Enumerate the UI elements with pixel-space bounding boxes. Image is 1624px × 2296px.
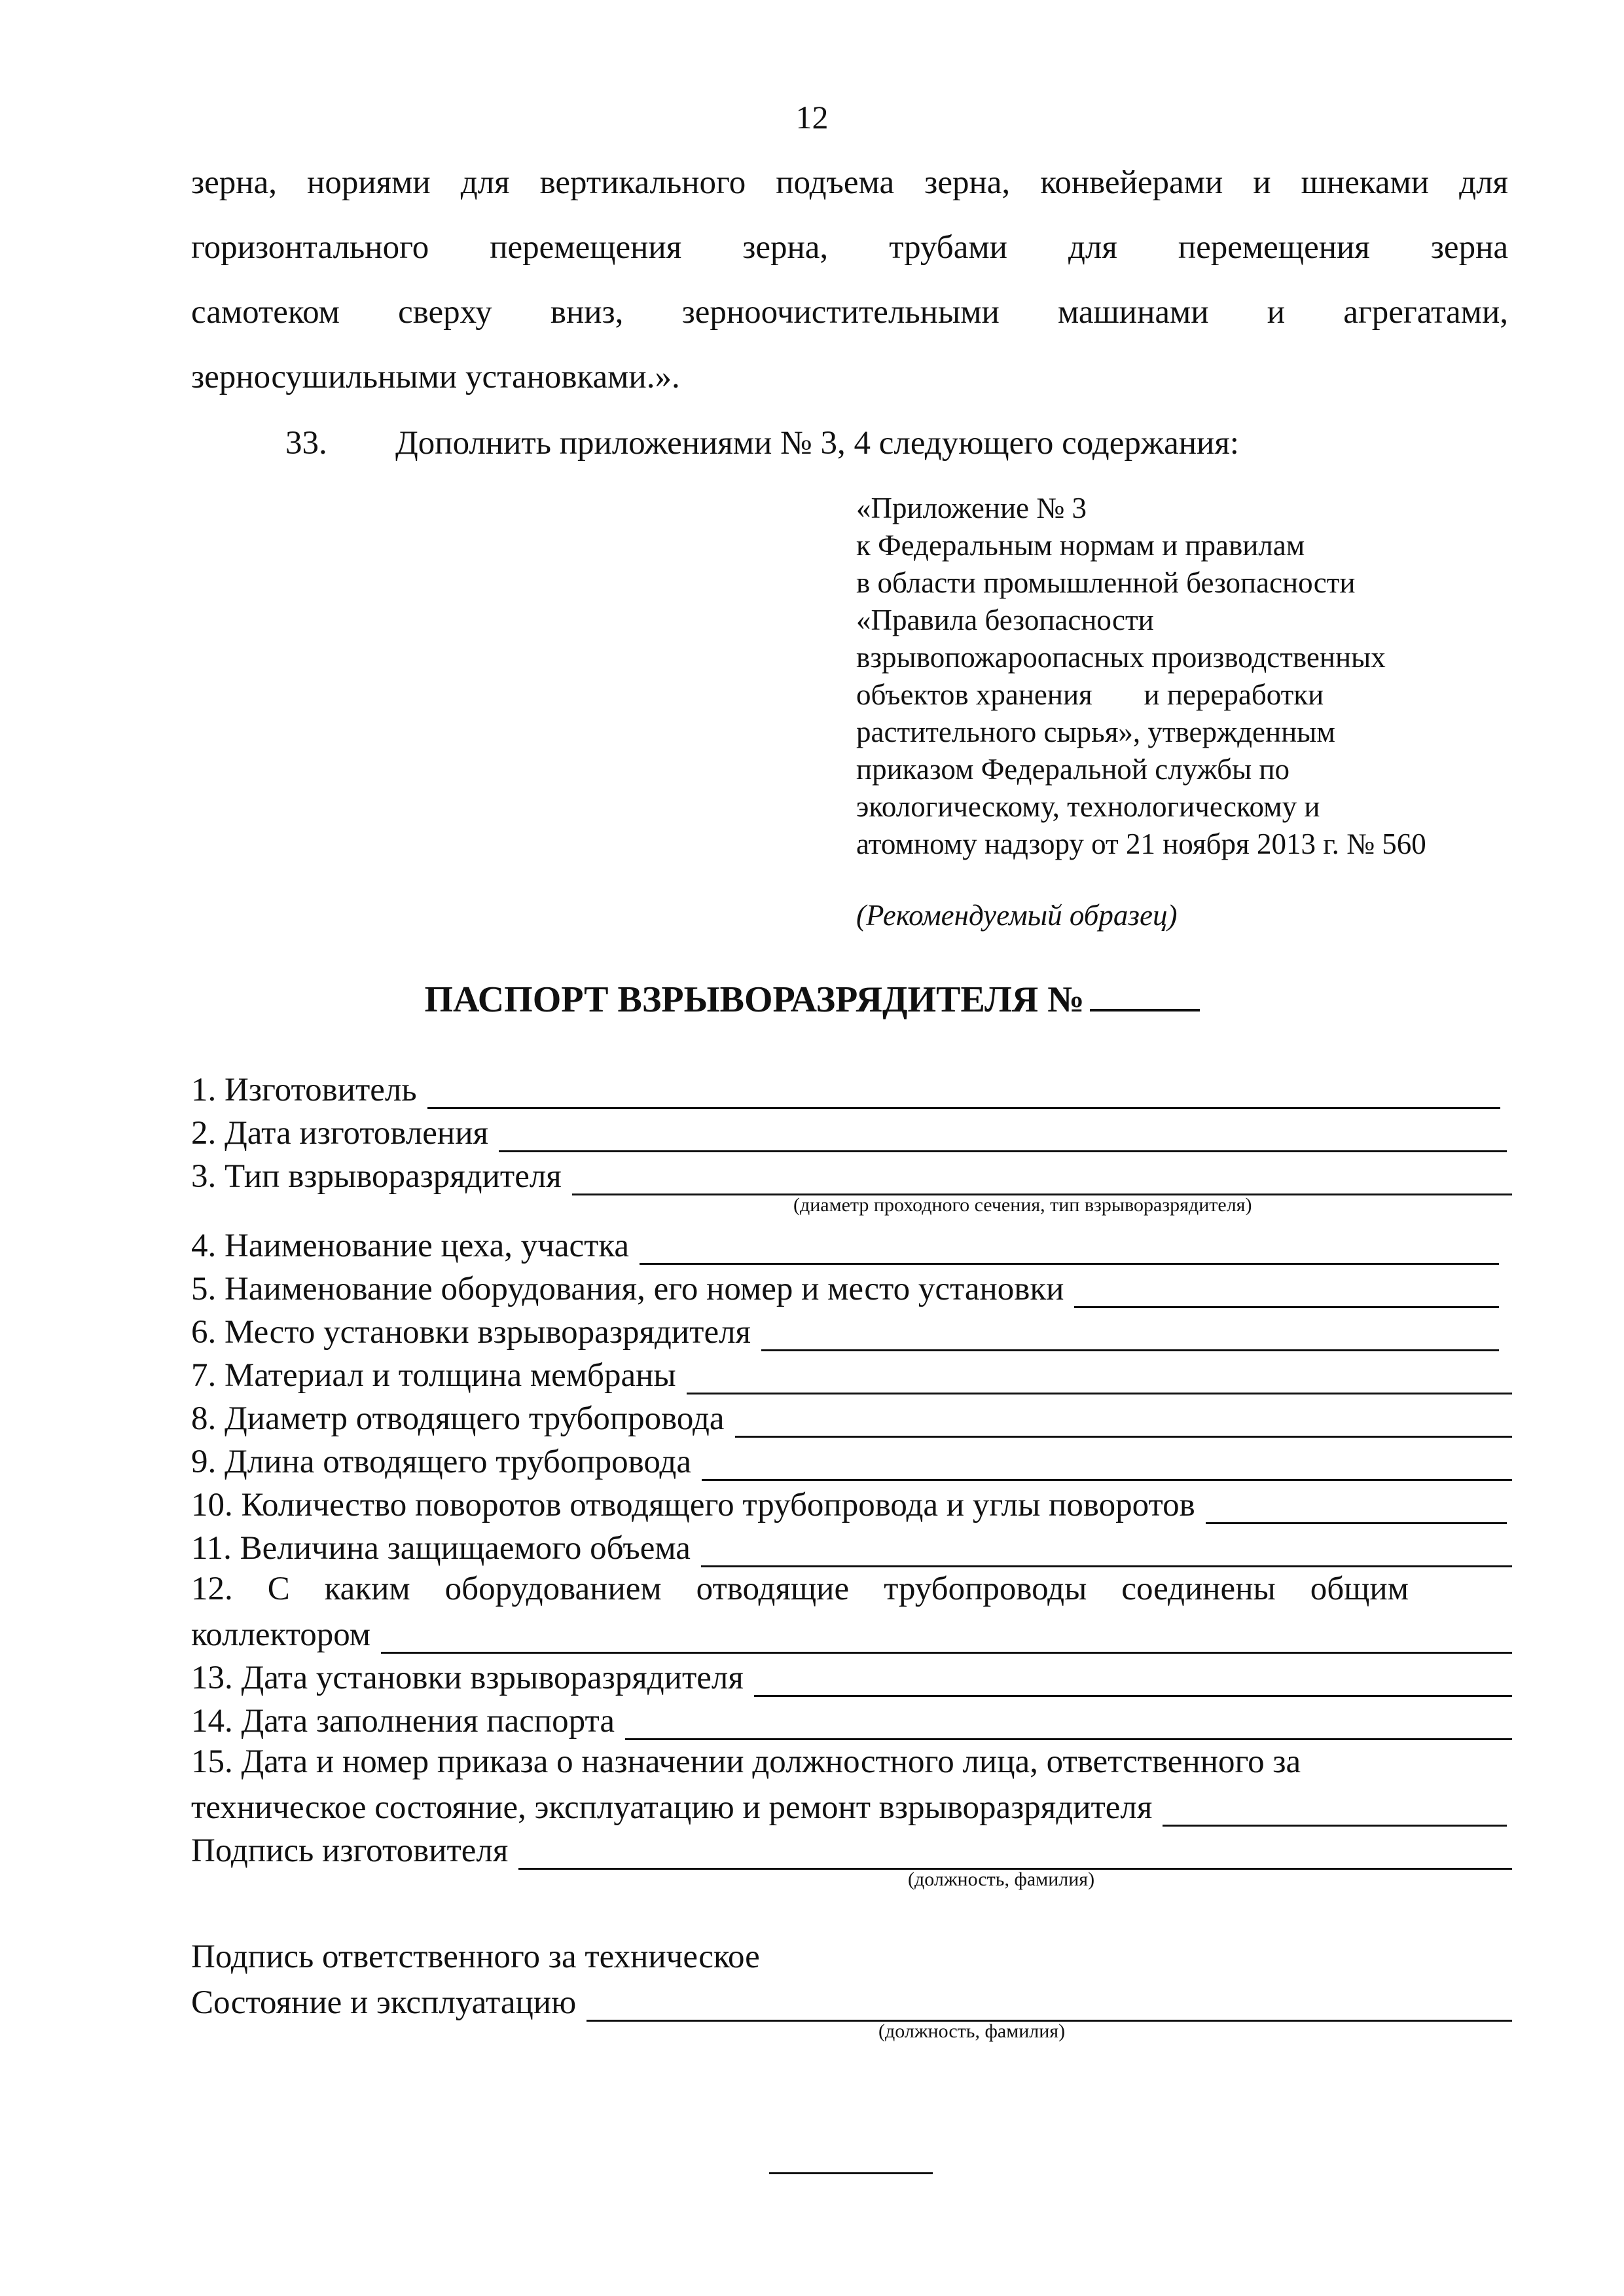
recommended-sample-note: (Рекомендуемый образец) xyxy=(856,899,1178,932)
manufacturer-signature-caption: (должность, фамилия) xyxy=(908,1868,1095,1890)
field-label: Подпись ответственного за техническое xyxy=(191,1939,760,1975)
pipe-turns-blank[interactable] xyxy=(1206,1492,1507,1524)
manufacturer-signature-blank[interactable] xyxy=(518,1838,1512,1870)
field-label: 7. Материал и толщина мембраны xyxy=(191,1357,676,1394)
field-label: 3. Тип взрыворазрядителя xyxy=(191,1158,562,1195)
field-label: 12. С каким оборудованием отводящие трубопроводы соединены общим xyxy=(191,1571,1409,1607)
field-label: 15. Дата и номер приказа о назначении должностного лица, ответственного за xyxy=(191,1743,1301,1780)
discharger-type-blank[interactable] xyxy=(572,1163,1512,1195)
appendix-line: к Федеральным нормам и правилам xyxy=(856,529,1305,562)
field-fill-date xyxy=(191,1697,1512,1740)
form-title-text: ПАСПОРТ ВЗРЫВОРАЗРЯДИТЕЛЯ № xyxy=(424,979,1085,1020)
intro-line: зерносушильными установками.». xyxy=(191,359,680,395)
field-label: 6. Место установки взрыворазрядителя xyxy=(191,1314,751,1351)
field-label: 2. Дата изготовления xyxy=(191,1115,488,1152)
manufacture-date-blank[interactable] xyxy=(499,1120,1507,1152)
field-pipe-diameter xyxy=(191,1394,1512,1438)
collector-blank[interactable] xyxy=(381,1622,1512,1654)
field-pipe-length xyxy=(191,1438,1512,1481)
field-label: коллектором xyxy=(191,1616,371,1653)
field-label: 4. Наименование цеха, участка xyxy=(191,1228,630,1264)
field-label: 1. Изготовитель xyxy=(191,1072,417,1108)
field-label: 5. Наименование оборудования, его номер и место установки xyxy=(191,1271,1064,1307)
intro-line: зерна, нориями для вертикального подъема зерна, конвейерами и шнеками для xyxy=(191,164,1508,201)
responsible-signature-blank[interactable] xyxy=(586,1990,1512,2022)
field-label: Подпись изготовителя xyxy=(191,1832,509,1869)
field-discharger-type xyxy=(191,1152,1512,1195)
appendix-line: «Правила безопасности xyxy=(856,604,1154,636)
field-label: 13. Дата установки взрыворазрядителя xyxy=(191,1660,744,1696)
discharger-type-caption: (диаметр проходного сечения, тип взрыворазрядителя) xyxy=(793,1194,1252,1216)
field-manufacturer xyxy=(191,1066,1512,1109)
field-pipe-turns xyxy=(191,1481,1512,1524)
caption-row xyxy=(191,1870,1512,1896)
appendix-header xyxy=(856,490,1511,863)
appendix-line: «Приложение № 3 xyxy=(856,492,1087,524)
caption-row xyxy=(191,1195,1512,1222)
equipment-blank[interactable] xyxy=(1074,1276,1499,1308)
intro-line: самотеком сверху вниз, зерноочистительными машинами и агрегатами, xyxy=(191,294,1508,331)
field-label: 8. Диаметр отводящего трубопровода xyxy=(191,1400,725,1437)
form-title xyxy=(0,979,1624,1021)
appendix-line: взрывопожароопасных производственных xyxy=(856,641,1386,674)
field-order-line1 xyxy=(191,1740,1512,1783)
field-collector xyxy=(191,1611,1512,1654)
appendix-line: объектов хранения и переработки xyxy=(856,678,1324,711)
item-33 xyxy=(285,424,1239,462)
appendix-line: экологическому, технологическому и xyxy=(856,790,1320,823)
appendix-line: приказом Федеральной службы по xyxy=(856,753,1290,786)
pipe-diameter-blank[interactable] xyxy=(735,1406,1512,1438)
field-protected-volume xyxy=(191,1524,1512,1567)
item-33-number: 33. xyxy=(285,425,327,462)
fill-date-blank[interactable] xyxy=(625,1708,1512,1740)
field-label: 14. Дата заполнения паспорта xyxy=(191,1703,615,1740)
field-order xyxy=(191,1783,1512,1827)
field-collector-line1 xyxy=(191,1567,1512,1611)
end-divider xyxy=(769,2172,933,2174)
caption-row xyxy=(191,2022,1512,2048)
passport-form xyxy=(191,1066,1512,2048)
responsible-signature-caption: (должность, фамилия) xyxy=(878,2020,1066,2042)
appendix-line: атомному надзору от 21 ноября 2013 г. № 560 xyxy=(856,828,1426,860)
page-number: 12 xyxy=(795,99,829,136)
field-manufacturer-signature xyxy=(191,1827,1512,1870)
protected-volume-blank[interactable] xyxy=(701,1535,1512,1567)
membrane-blank[interactable] xyxy=(687,1362,1512,1394)
appendix-line: в области промышленной безопасности xyxy=(856,566,1356,599)
intro-line: горизонтального перемещения зерна, трубами для перемещения зерна xyxy=(191,229,1508,266)
field-install-date xyxy=(191,1654,1512,1697)
item-33-text: Дополнить приложениями № 3, 4 следующего содержания: xyxy=(395,425,1239,462)
field-workshop xyxy=(191,1222,1512,1265)
install-place-blank[interactable] xyxy=(761,1319,1499,1351)
field-membrane xyxy=(191,1351,1512,1394)
field-label: 11. Величина защищаемого объема xyxy=(191,1530,691,1567)
appendix-line: растительного сырья», утвержденным xyxy=(856,716,1335,748)
order-blank[interactable] xyxy=(1163,1795,1507,1827)
field-label: Состояние и эксплуатацию xyxy=(191,1984,577,2021)
field-label: техническое состояние, эксплуатацию и ремонт взрыворазрядителя xyxy=(191,1789,1153,1826)
field-install-place xyxy=(191,1308,1512,1351)
workshop-blank[interactable] xyxy=(640,1233,1499,1265)
install-date-blank[interactable] xyxy=(754,1665,1512,1697)
intro-paragraph xyxy=(191,151,1508,410)
pipe-length-blank[interactable] xyxy=(702,1449,1512,1481)
field-label: 9. Длина отводящего трубопровода xyxy=(191,1444,691,1480)
field-equipment xyxy=(191,1265,1512,1308)
passport-number-blank[interactable] xyxy=(1090,979,1200,1011)
field-label: 10. Количество поворотов отводящего трубопровода и углы поворотов xyxy=(191,1487,1195,1523)
manufacturer-blank[interactable] xyxy=(427,1077,1500,1109)
field-manufacture-date xyxy=(191,1109,1512,1152)
field-responsible-signature xyxy=(191,1978,1512,2022)
field-responsible-line1 xyxy=(191,1935,1512,1978)
